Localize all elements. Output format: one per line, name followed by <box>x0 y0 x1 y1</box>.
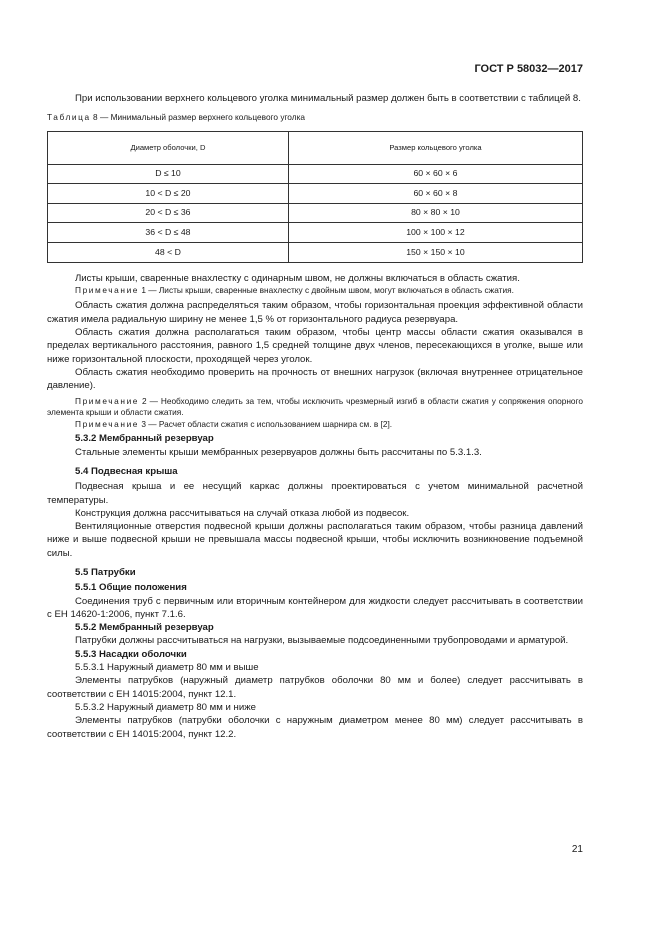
table-8 <box>47 131 583 263</box>
note-label: Примечание <box>75 418 140 429</box>
body-paragraph: Элементы патрубков (патрубки оболочки с наружным диаметром менее 80 мм) следует рассчитывать в соответствии с ЕН 14015:2004, пункт 12.2. <box>47 715 583 740</box>
table-cell: 20 < D ≤ 36 <box>48 203 289 223</box>
note-text: 2 — Необходимо следить за тем, чтобы исключить чрезмерный изгиб в области сжатия у сопряжения опорного элемента крыши и области сжатия. <box>47 395 583 418</box>
body-paragraph: Элементы патрубков (наружный диаметр патрубков оболочки 80 мм и более) следует рассчитывать в соответствии с ЕН 14015:2004, пункт 12.1. <box>47 675 583 700</box>
table-cell: 60 × 60 × 6 <box>288 164 582 184</box>
table-cell: 48 < D <box>48 242 289 262</box>
note-text: 3 — Расчет области сжатия с использованием шарнира см. в [2]. <box>141 418 393 429</box>
table-cell: 150 × 150 × 10 <box>288 242 582 262</box>
body-paragraph: Область сжатия должна распределяться таким образом, чтобы горизонтальная проекция эффективной области сжатия имела радиальную ширину не менее 1,5 % от горизонтального радиуса резервуара. <box>47 300 583 325</box>
body-paragraph: Вентиляционные отверстия подвесной крыши должны располагаться таким образом, чтобы разница давлений ниже и выше подвесной крыши не превышала массы подвесной крыши, чтобы исключить возникновение подъемной силы. <box>47 521 583 559</box>
body-paragraph: Подвесная крыша и ее несущий каркас должны проектироваться с учетом минимальной расчетной температуры. <box>47 481 583 506</box>
body-paragraph: Соединения труб с первичным или вторичным контейнером для жидкости следует рассчитывать в соответствии с ЕН 14620-1:2006, пункт 7.1.6. <box>47 595 583 620</box>
body-paragraph: Конструкция должна рассчитываться на случай отказа любой из подвесок. <box>75 507 410 519</box>
subsection-title-5-5-3-2: 5.5.3.2 Наружный диаметр 80 мм и ниже <box>75 701 256 713</box>
table-row <box>48 164 583 184</box>
table-row <box>48 223 583 243</box>
page-content <box>47 92 583 741</box>
body-paragraph: Область сжатия должна располагаться таким образом, чтобы центр массы области сжатия оказывался в пределах вертикального расстояния, равного 1,5 средней толщине двух членов, пересекающихся в уголке, выше или ниже горизонтальной плоскости, проходящей через уголок. <box>47 327 583 365</box>
section-heading-5-5-3: 5.5.3 Насадки оболочки <box>75 648 187 660</box>
body-paragraph: Стальные элементы крыши мембранных резервуаров должны быть рассчитаны по 5.3.1.3. <box>75 446 482 458</box>
note-1 <box>47 285 583 297</box>
intro-paragraph: При использовании верхнего кольцевого уголка минимальный размер должен быть в соответствии с таблицей 8. <box>75 93 581 104</box>
page-number: 21 <box>571 844 583 855</box>
note-2 <box>47 396 583 419</box>
table-row <box>48 203 583 223</box>
note-label: Примечание <box>75 395 140 406</box>
table-caption-label: Таблица <box>47 112 91 123</box>
section-heading-5-5: 5.5 Патрубки <box>75 566 136 578</box>
table-cell: 100 × 100 × 12 <box>288 223 582 243</box>
table-caption <box>47 111 583 124</box>
subsection-title-5-5-3-1: 5.5.3.1 Наружный диаметр 80 мм и выше <box>75 662 259 674</box>
column-header-diameter: Диаметр оболочки, D <box>48 131 289 164</box>
note-3 <box>47 419 583 431</box>
table-row <box>48 242 583 262</box>
standard-header: ГОСТ Р 58032—2017 <box>474 63 583 75</box>
note-label: Примечание <box>75 284 140 295</box>
table-header-row <box>48 131 583 164</box>
table-row <box>48 184 583 204</box>
section-heading-5-5-1: 5.5.1 Общие положения <box>75 582 187 594</box>
section-heading-5-3-2: 5.3.2 Мембранный резервуар <box>75 433 214 445</box>
table-cell: 80 × 80 × 10 <box>288 203 582 223</box>
section-heading-5-5-2: 5.5.2 Мембранный резервуар <box>75 622 214 634</box>
body-paragraph: Листы крыши, сваренные внахлестку с одинарным швом, не должны включаться в область сжатия. <box>75 272 520 284</box>
table-cell: D ≤ 10 <box>48 164 289 184</box>
table-cell: 10 < D ≤ 20 <box>48 184 289 204</box>
body-paragraph: Патрубки должны рассчитываться на нагрузки, вызываемые подсоединенными трубопроводами и арматурой. <box>75 635 569 647</box>
column-header-angle-size: Размер кольцевого уголка <box>288 131 582 164</box>
section-heading-5-4: 5.4 Подвесная крыша <box>75 465 178 477</box>
body-paragraph: Область сжатия необходимо проверить на прочность от внешних нагрузок (включая внутреннее отрицательное давление). <box>47 366 583 392</box>
table-cell: 36 < D ≤ 48 <box>48 223 289 243</box>
table-caption-text: 8 — Минимальный размер верхнего кольцевого уголка <box>93 112 306 123</box>
note-text: 1 — Листы крыши, сваренные внахлестку с двойным швом, могут включаться в область сжатия. <box>141 284 514 295</box>
table-cell: 60 × 60 × 8 <box>288 184 582 204</box>
